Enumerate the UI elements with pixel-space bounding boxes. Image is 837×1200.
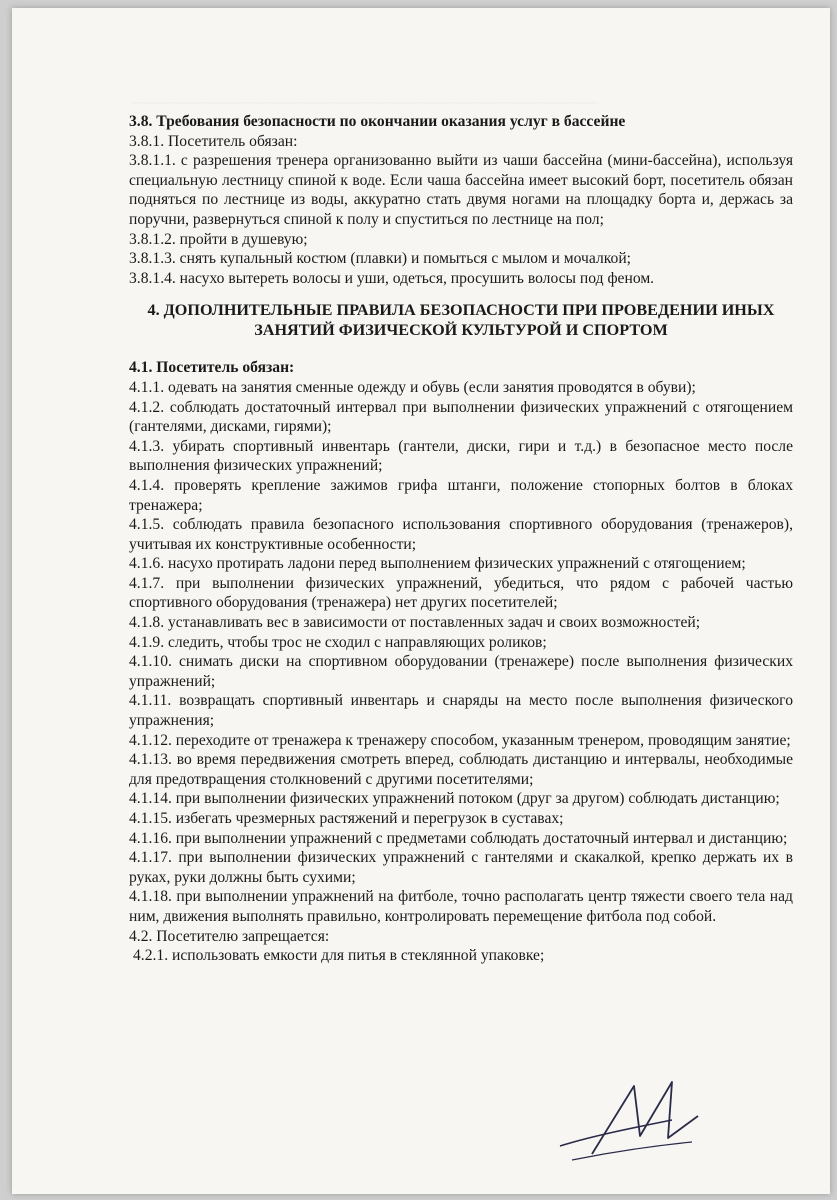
section-4-2-heading: 4.2. Посетителю запрещается: [129,927,330,945]
paragraph: 4.1.1. одевать на занятия сменные одежду и обувь (если занятия проводятся в обуви); [129,378,696,396]
paragraph: 4.1.9. следить, чтобы трос не сходил с направляющих роликов; [129,633,547,651]
signature-image [552,1076,702,1166]
bleed-through-text [132,94,812,113]
paragraph: 4.1.12. переходите от тренажера к тренажеру способом, указанным тренером, проводящим занятие; [129,731,791,749]
paragraph: 3.8.1. Посетитель обязан: [129,132,298,150]
paragraph: 4.2.1. использовать емкости для питья в стеклянной упаковке; [133,947,545,965]
paragraph: 3.8.1.3. снять купальный костюм (плавки) и помыться с мылом и мочалкой; [129,250,631,268]
document-body [129,112,793,966]
paragraph: 4.1.3. убирать спортивный инвентарь (гантели, диски, гири и т.д.) в безопасное место после выполнения физических упражнений; [129,437,793,475]
paragraph: 4.1.10. снимать диски на спортивном оборудовании (тренажере) после выполнения физических упражнений; [129,653,793,690]
section-3-8-heading: 3.8. Требования безопасности по окончании оказания услуг в бассейне [129,113,626,130]
paragraph: 4.1.17. при выполнении физических упражнений с гантелями и скакалкой, крепко держать их в руках, руки должны быть сухими; [129,849,793,886]
paragraph: 4.1.6. насухо протирать ладони перед выполнением физических упражнений с отягощением; [129,555,746,573]
paragraph: 4.1.15. избегать чрезмерных растяжений и перегрузок в суставах; [129,810,564,827]
paragraph: 4.1.4. проверять крепление зажимов грифа штанги, положение стопорных болтов в блоках тренажера; [129,476,793,514]
paragraph: 3.8.1.4. насухо вытереть волосы и уши, одеться, просушить волосы под феном. [129,269,655,287]
paragraph: 4.1.11. возвращать спортивный инвентарь и снаряды на место после выполнения физического упражнения; [129,692,793,730]
paragraph: 3.8.1.2. пройти в душевую; [129,230,308,248]
paragraph: 4.1.16. при выполнении упражнений с предметами соблюдать достаточный интервал и дистанцию; [129,829,788,847]
paragraph: 4.1.18. при выполнении упражнений на фитболе, точно располагать центр тяжести своего тела над ним, движения выполнять правильно, контролировать перемещение фитбола под собой. [129,888,793,925]
paragraph: 3.8.1.1. с разрешения тренера организованно выйти из чаши бассейна (мини-бассейна), используя специальную лестницу спиной к воде. Если чаша бассейна имеет высокий борт, посетитель обязан подняться по лестнице из воды, аккуратно стать двумя ногами на площадку борта и, держась за поручни, развернуться спиной к полу и спуститься по лестнице на пол; [129,152,793,228]
paragraph: 4.1.8. устанавливать вес в зависимости от поставленных задач и своих возможностей; [129,614,701,632]
paragraph: 4.1.14. при выполнении физических упражнений потоком (друг за другом) соблюдать дистанцию; [129,790,780,808]
paragraph: 4.1.2. соблюдать достаточный интервал при выполнении физических упражнений с отягощением (гантелями, дисками, гирями); [129,398,793,436]
paragraph: 4.1.7. при выполнении физических упражнений, убедиться, что рядом с рабочей частью спортивного оборудования (тренажера) нет других посетителей; [129,574,793,612]
document-page [12,8,830,1194]
paragraph: 4.1.5. соблюдать правила безопасного использования спортивного оборудования (тренажеров), учитывая их конструктивные особенности; [129,516,793,553]
paragraph: 4.1.13. во время передвижения смотреть вперед, соблюдать дистанцию и интервалы, необходимые для предотвращения столкновений с другими посетителями; [129,751,793,788]
section-4-heading: 4. ДОПОЛНИТЕЛЬНЫЕ ПРАВИЛА БЕЗОПАСНОСТИ ПРИ ПРОВЕДЕНИИ ИНЫХ ЗАНЯТИЙ ФИЗИЧЕСКОЙ КУЛЬТУРОЙ И СПОРТОМ [147,301,775,340]
section-4-1-heading: 4.1. Посетитель обязан: [129,359,295,377]
